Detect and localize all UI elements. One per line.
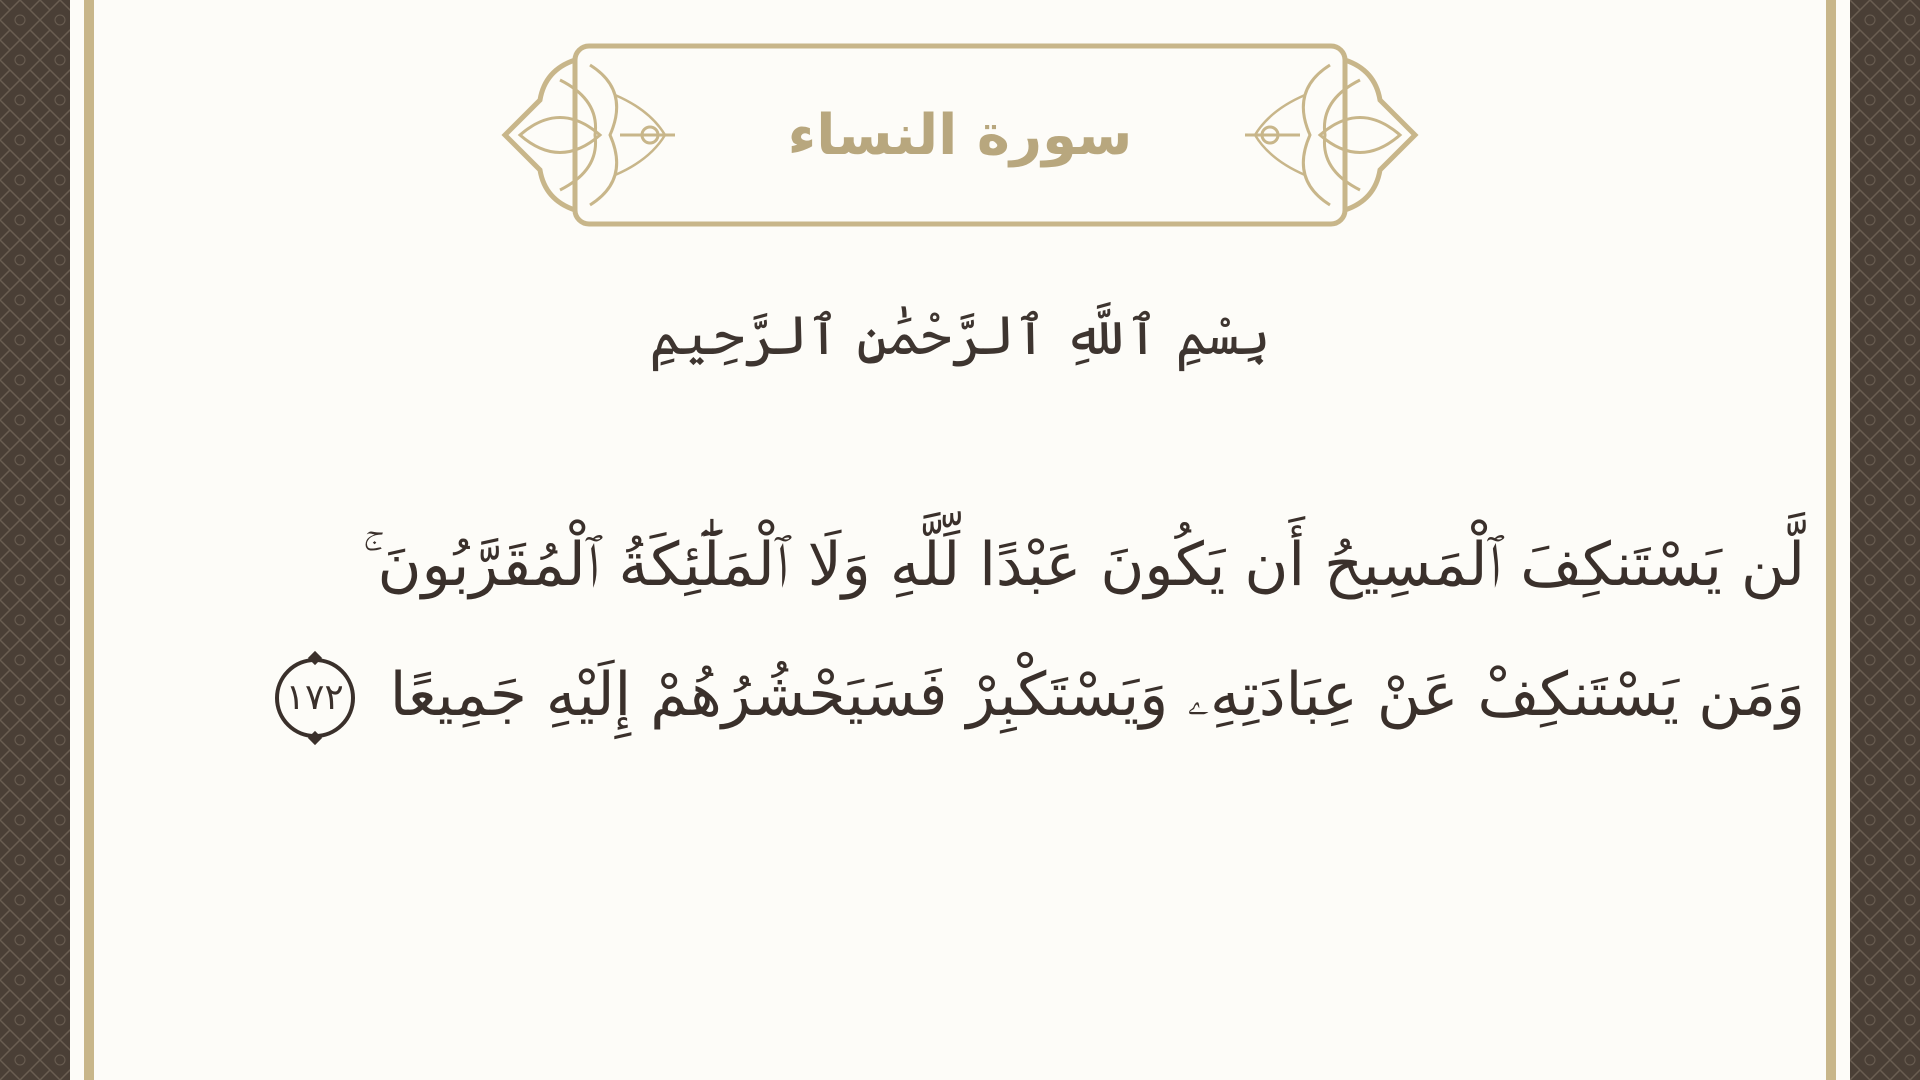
surah-title-cartouche bbox=[500, 40, 1420, 230]
surah-title: سورة النساء bbox=[787, 102, 1133, 168]
right-gold-rule bbox=[1826, 0, 1836, 1080]
verse-text bbox=[250, 500, 1805, 760]
left-gold-rule bbox=[84, 0, 94, 1080]
basmala: بِسْمِ ٱللَّهِ ٱلرَّحْمَٰنِ ٱلرَّحِيمِ bbox=[649, 303, 1271, 367]
verse-line-2 bbox=[250, 630, 1805, 760]
left-ornament-border bbox=[0, 0, 70, 1080]
verse-line-2-text: وَمَن يَسْتَنكِفْ عَنْ عِبَادَتِهِۦ وَيَسْتَكْبِرْ فَسَيَحْشُرُهُمْ إِلَيْهِ جَمِيعًا bbox=[389, 660, 1805, 730]
right-ornament-border bbox=[1850, 0, 1920, 1080]
verse-line-1: لَّن يَسْتَنكِفَ ٱلْمَسِيحُ أَن يَكُونَ عَبْدًا لِّلَّهِ وَلَا ٱلْمَلَٰٓئِكَةُ ٱلْمُقَرَّبُونَ ۚ bbox=[362, 530, 1805, 600]
verse-number-marker: ١٧٢ bbox=[275, 658, 355, 738]
